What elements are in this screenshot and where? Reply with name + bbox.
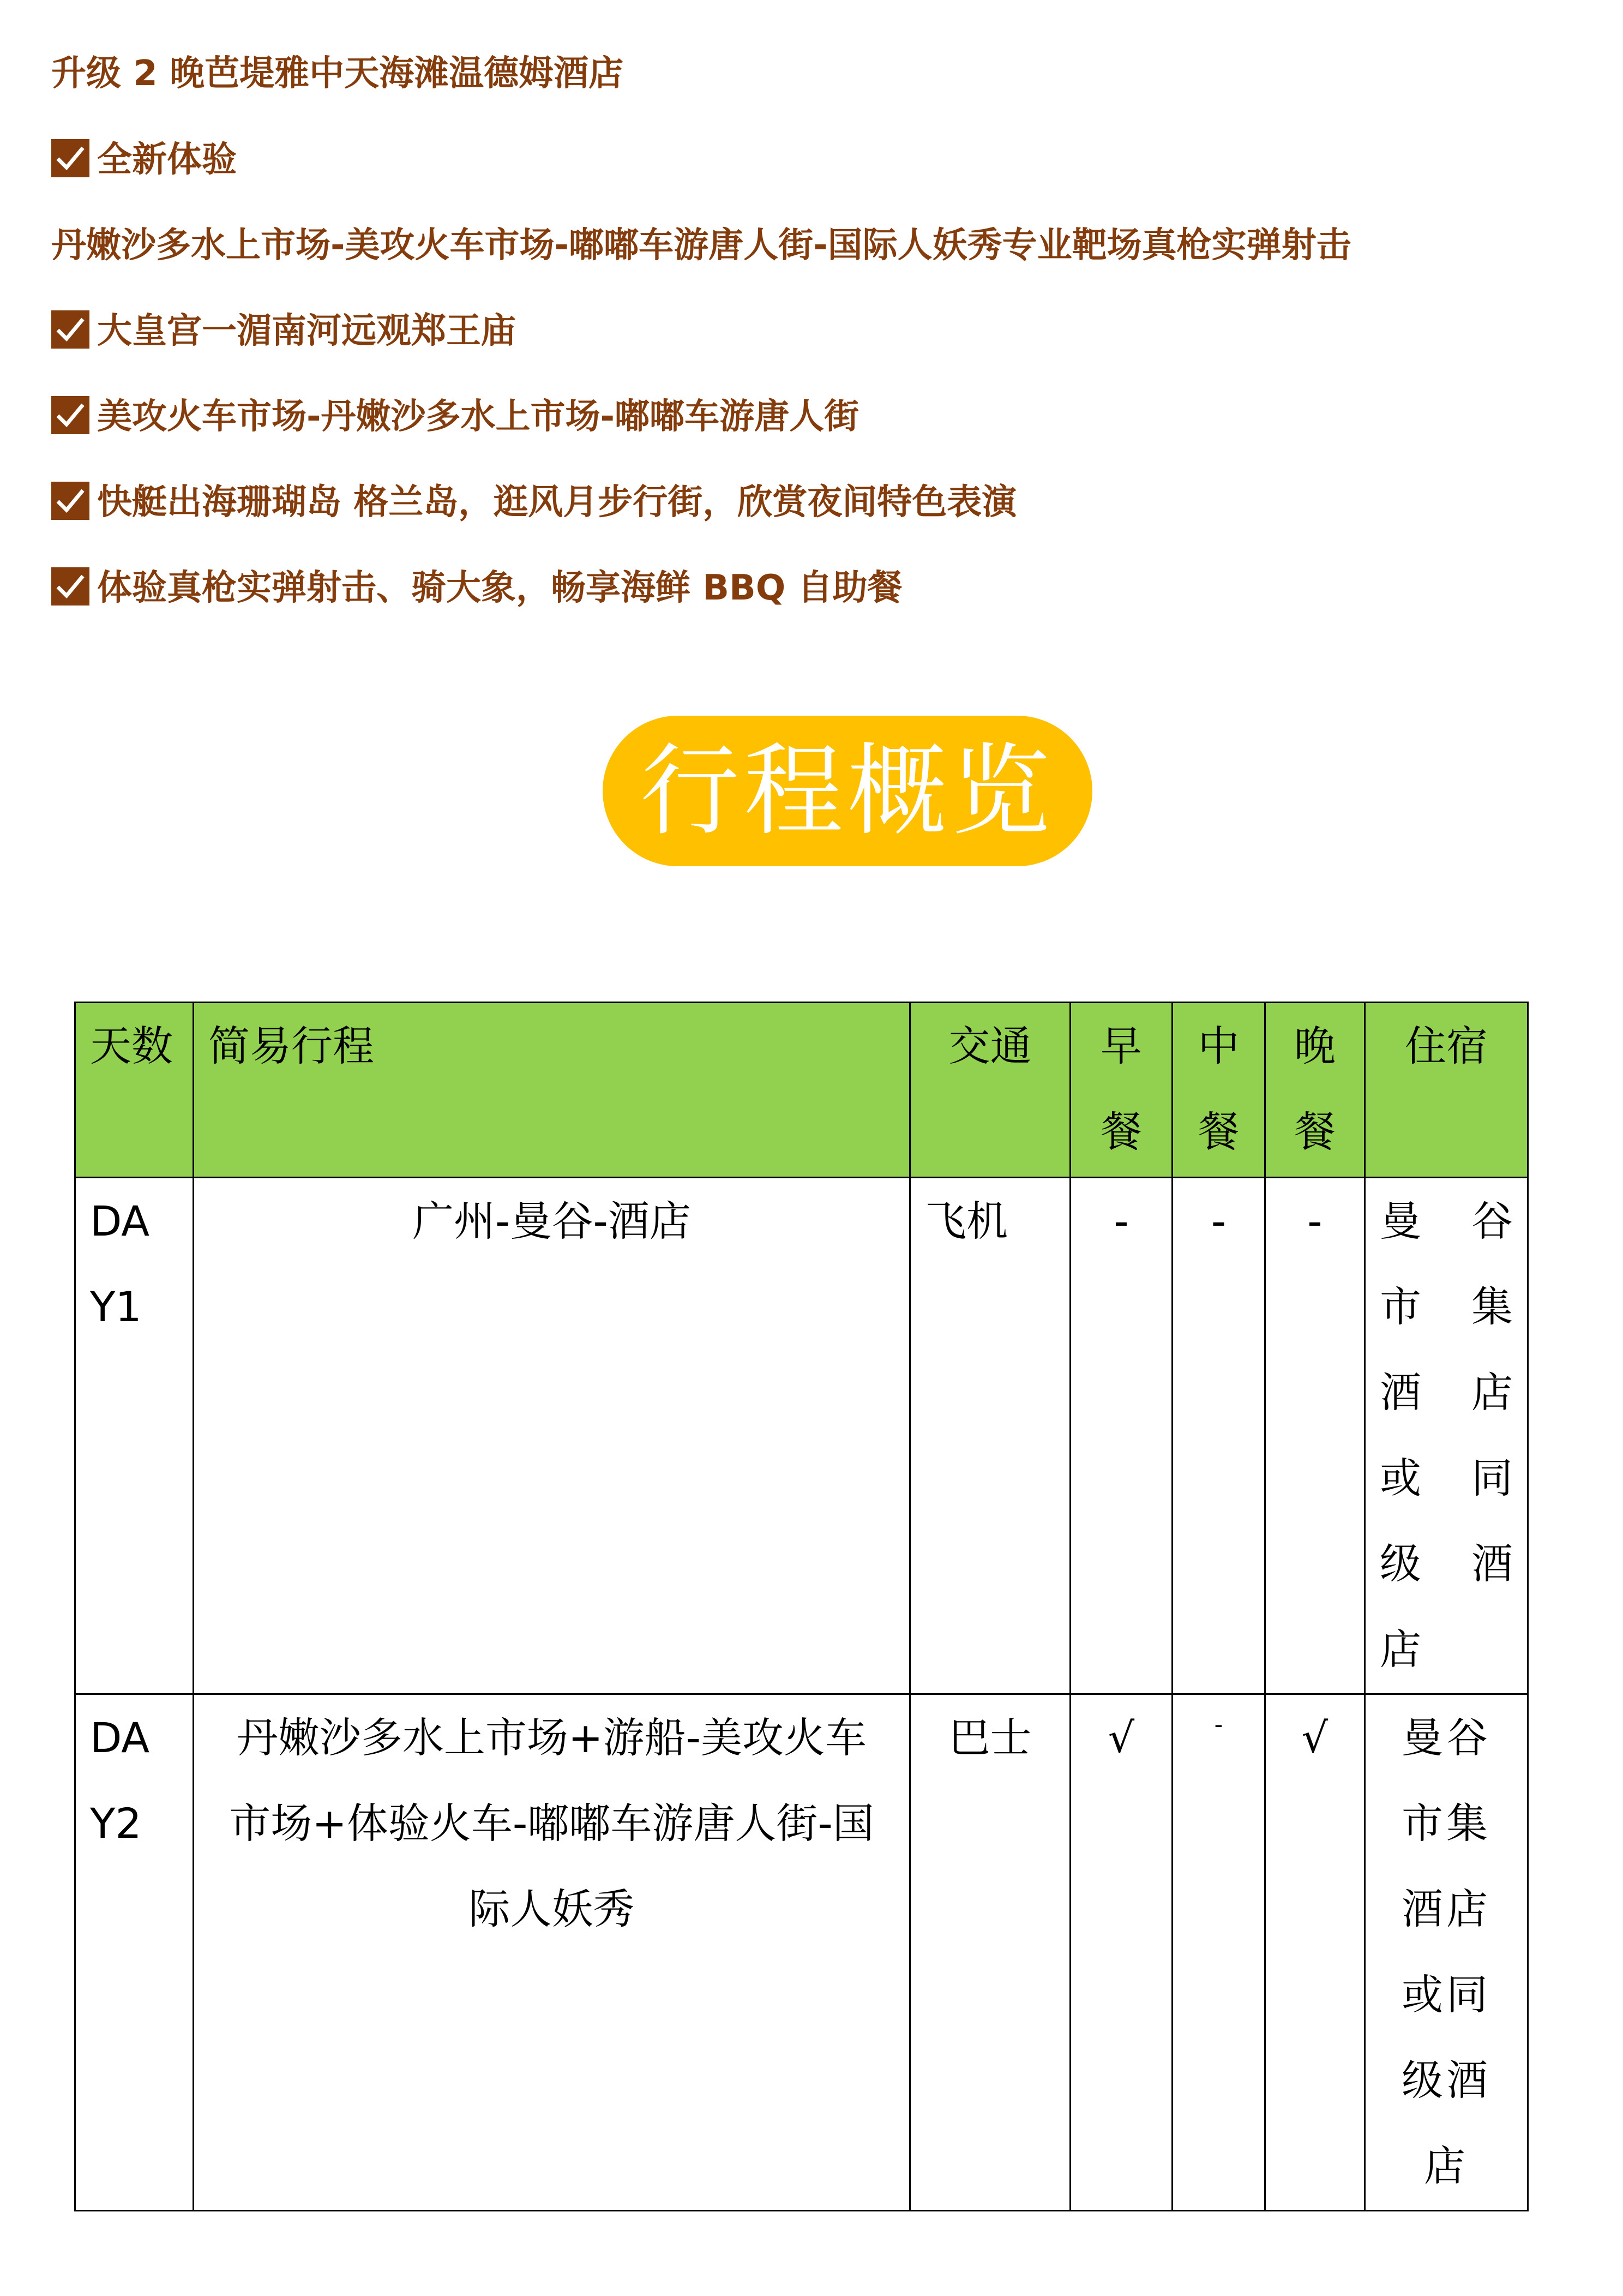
header-lunch [1173,1003,1265,1178]
dinner-cell: √ [1265,1694,1365,2211]
header-lunch-line1: 中 [1198,1022,1240,1070]
itinerary-cell: 广州-曼谷-酒店 [194,1178,910,1694]
breakfast-cell: - [1071,1178,1173,1694]
table-row [75,1694,1528,2211]
highlight-item-text: 大皇宫一湄南河远观郑王庙 [97,311,516,351]
checkbox-check-icon [51,567,89,606]
highlight-item [51,310,516,352]
checkbox-check-icon [51,139,89,177]
route-text: 丹嫩沙多水上市场-美攻火车市场-嘟嘟车游唐人街-国际人妖秀专业靶场真枪实弹射击 [51,225,1351,266]
highlight-item [51,481,1017,524]
hotel-line: 级 酒 [1380,1539,1513,1588]
itinerary-table [74,1002,1529,2211]
hotel-line: 店 [1424,2142,1469,2190]
dinner-cell: - [1265,1178,1365,1694]
transport-cell: 巴士 [910,1694,1071,2211]
lunch-cell: - [1173,1178,1265,1694]
route-line [51,224,1351,267]
day-cell [75,1694,194,2211]
section-title: 行程概览 [640,733,1055,849]
hotel-line: 市 集 [1380,1282,1513,1331]
hotel-line: 酒店 [1402,1885,1491,1933]
itinerary-line: 丹嫩沙多水上市场+游船-美攻火车 [236,1713,867,1762]
hotel-line: 曼 谷 [1380,1197,1513,1245]
hotel-line: 或 同 [1380,1454,1513,1502]
new-exp-text: 全新体验 [97,140,237,180]
highlight-item [51,567,903,609]
day-cell [75,1178,194,1694]
header-lunch-line2: 餐 [1198,1107,1240,1156]
highlight-item-text: 快艇出海珊瑚岛 格兰岛，逛风月步行街，欣赏夜间特色表演 [97,482,1017,523]
header-dinner-line2: 餐 [1294,1107,1336,1156]
itinerary-cell [194,1694,910,2211]
lunch-cell [1173,1694,1265,2211]
day-label-line2: Y1 [90,1282,142,1331]
header-hotel: 住宿 [1365,1003,1528,1178]
day-label-line1: DA [90,1713,150,1762]
hotel-line: 酒 店 [1380,1368,1513,1417]
highlight-new-exp [51,139,237,181]
header-breakfast-line1: 早 [1101,1022,1142,1070]
highlight-item-text: 体验真枪实弹射击、骑大象，畅享海鲜 BBQ 自助餐 [97,568,903,608]
checkbox-check-icon [51,310,89,349]
table-row [75,1178,1528,1694]
day-label-line1: DA [90,1197,150,1245]
upgrade-line [51,52,623,95]
header-days: 天数 [75,1003,194,1178]
highlight-item [51,395,859,438]
lunch-value: - [1214,1711,1223,1739]
breakfast-cell: √ [1071,1694,1173,2211]
hotel-line: 级酒 [1402,2056,1491,2105]
hotel-cell [1365,1694,1528,2211]
header-breakfast-line2: 餐 [1101,1107,1142,1156]
hotel-line: 店 [1380,1625,1421,1674]
highlight-item-text: 美攻火车市场-丹嫩沙多水上市场-嘟嘟车游唐人街 [97,397,859,437]
upgrade-text: 升级 2 晚芭堤雅中天海滩温德姆酒店 [51,53,624,94]
itinerary-line: 际人妖秀 [468,1885,635,1933]
hotel-line: 市集 [1402,1799,1491,1848]
header-dinner-line1: 晚 [1294,1022,1336,1070]
day-label-line2: Y2 [90,1799,142,1848]
header-itinerary: 简易行程 [194,1003,910,1178]
hotel-cell [1365,1178,1528,1694]
table-header-row [75,1003,1528,1178]
header-transport: 交通 [910,1003,1071,1178]
header-dinner [1265,1003,1365,1178]
itinerary-line: 市场+体验火车-嘟嘟车游唐人街-国 [229,1799,874,1848]
hotel-line: 或同 [1402,1970,1491,2019]
hotel-line: 曼谷 [1402,1713,1491,1762]
header-breakfast [1071,1003,1173,1178]
transport-cell: 飞机 [910,1178,1071,1694]
checkbox-check-icon [51,396,89,434]
section-title-banner [603,716,1092,866]
checkbox-check-icon [51,482,89,520]
